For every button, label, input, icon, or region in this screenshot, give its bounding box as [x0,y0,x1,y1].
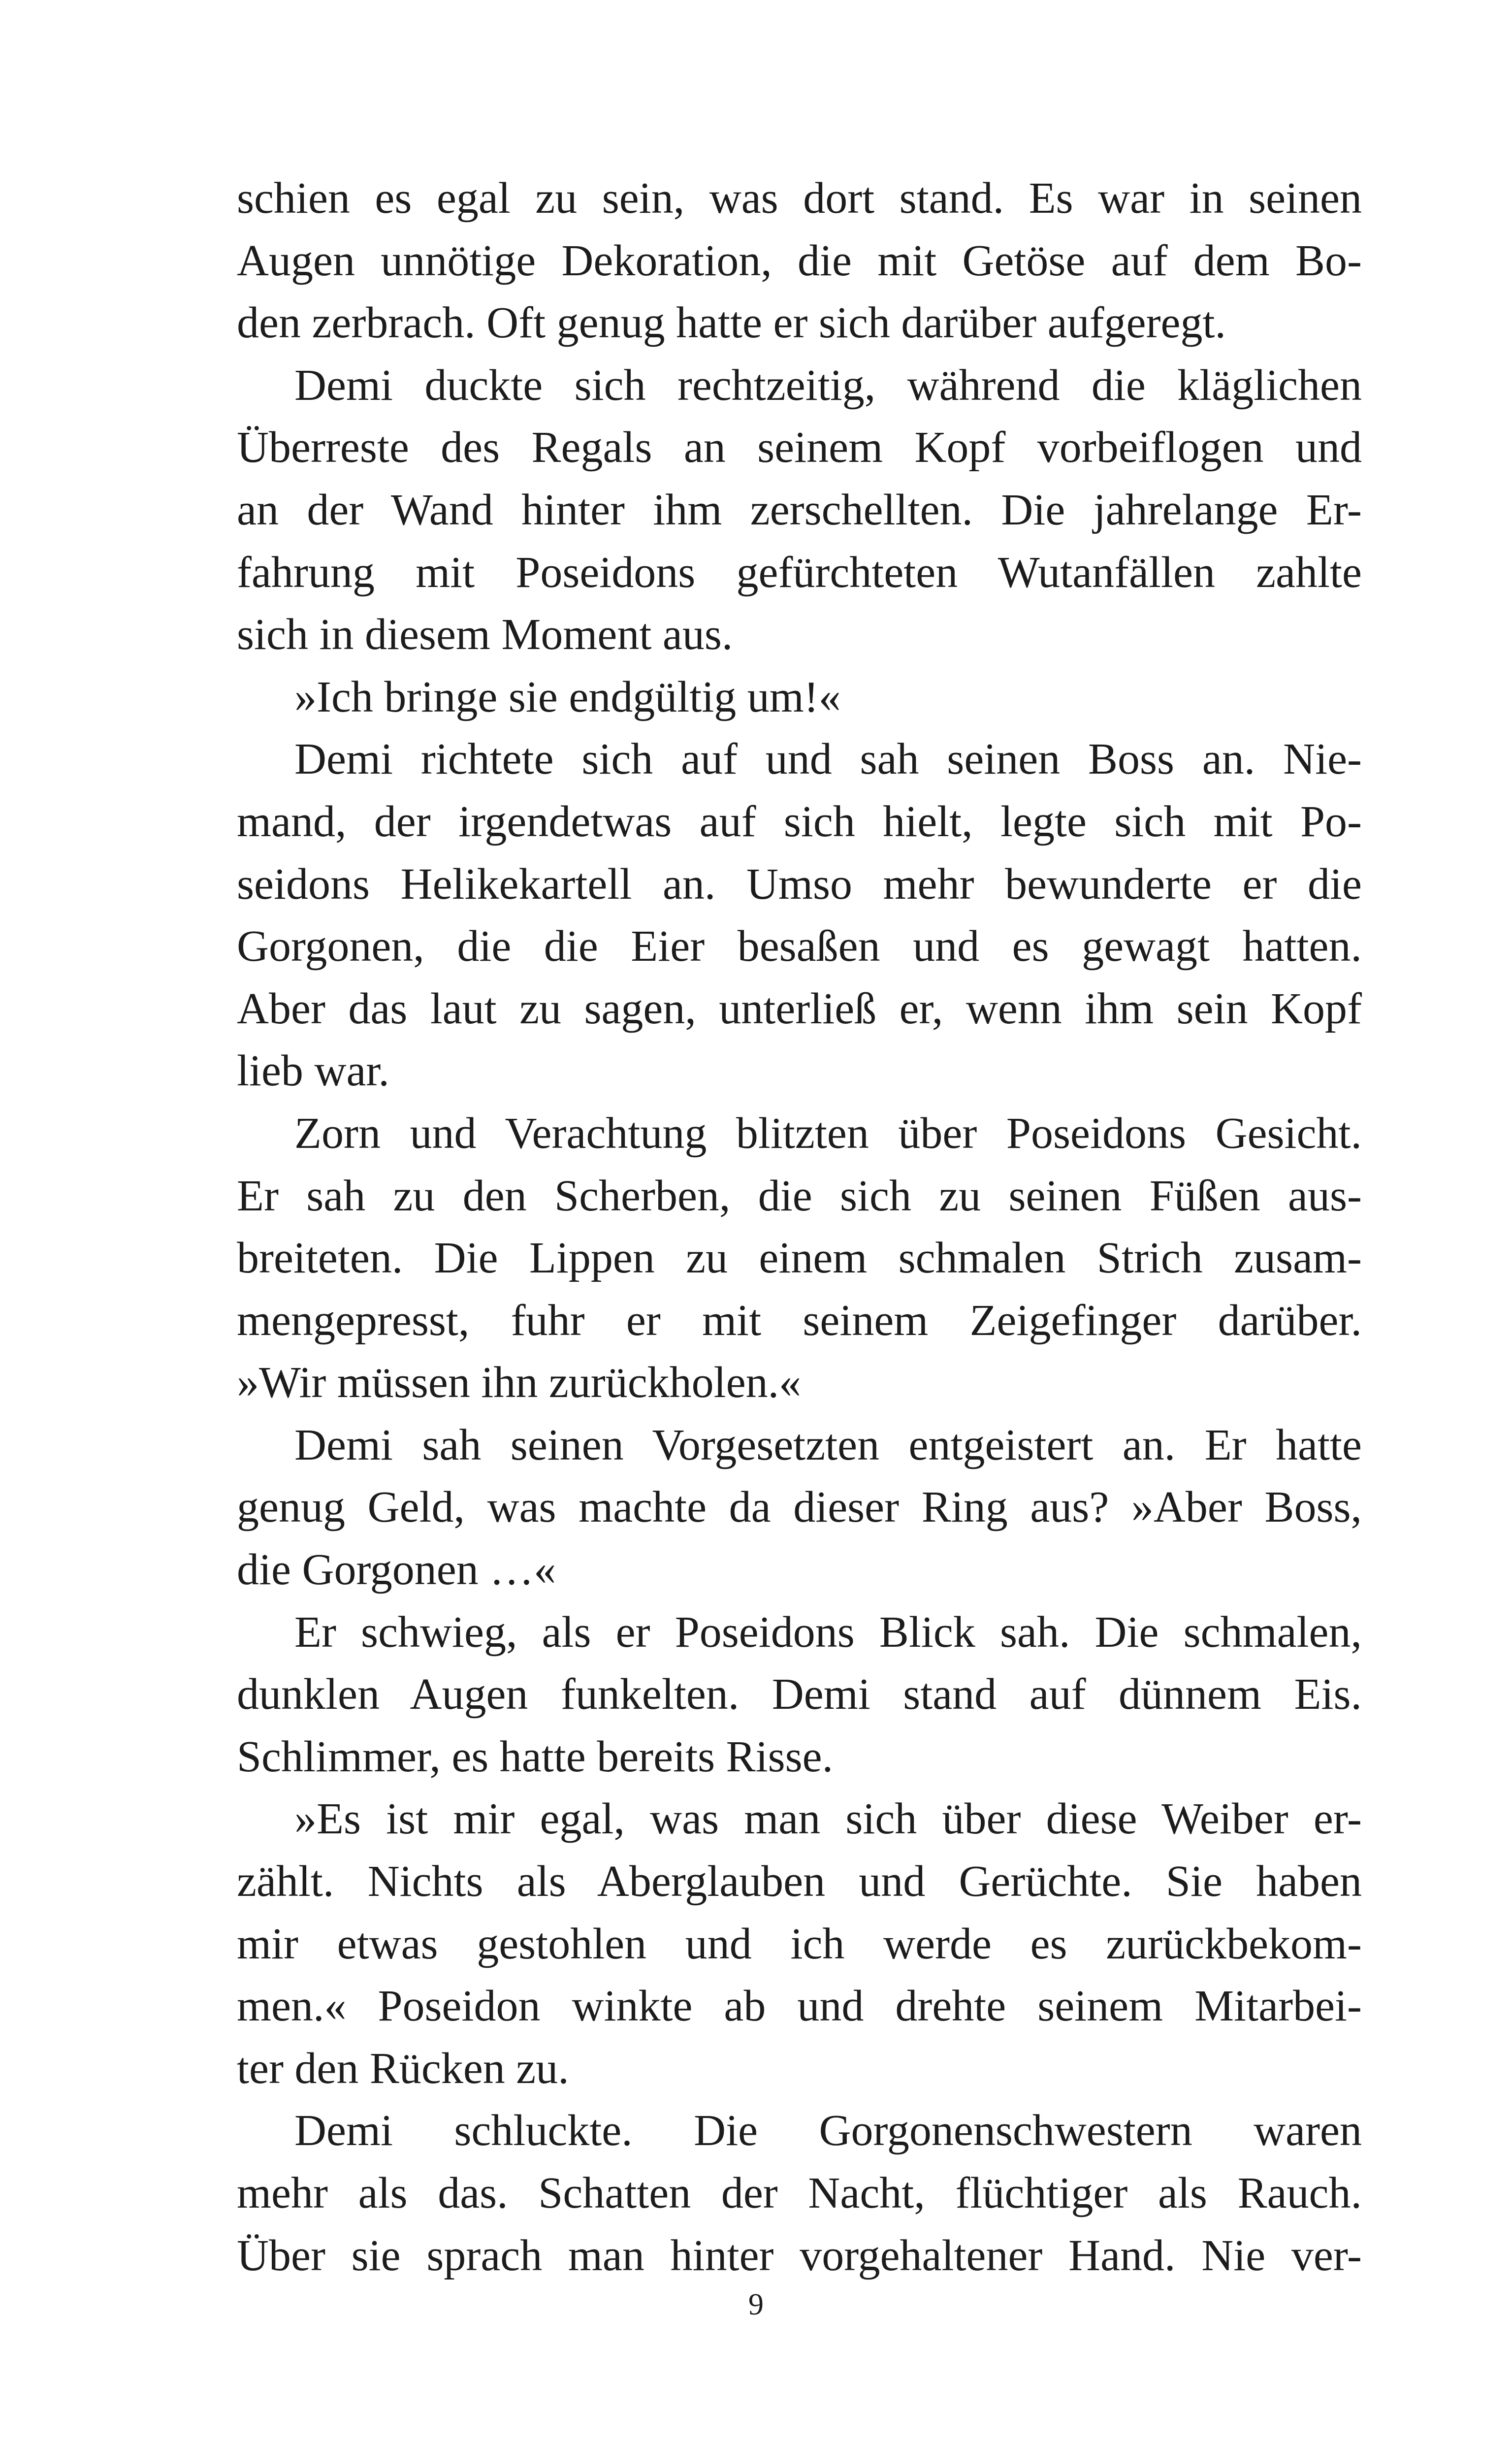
text-line: Aber das laut zu sagen, unterließ er, wenn ihm sein Kopf [237,984,1362,1033]
text-line: Augen unnötige Dekoration, die mit Getöse auf dem Bo- [237,236,1362,285]
text-line: den zerbrach. Oft genug hatte er sich darüber aufgeregt. [237,298,1226,348]
page-number: 9 [748,2288,764,2321]
body-text [237,167,1362,2287]
text-line: Er sah zu den Scherben, die sich zu seinen Füßen aus- [237,1171,1362,1220]
text-line: schien es egal zu sein, was dort stand. Es war in seinen [237,174,1362,223]
text-line: »Wir müssen ihn zurückholen.« [237,1358,802,1407]
text-line: Überreste des Regals an seinem Kopf vorbeiflogen und [237,423,1362,472]
text-line: sich in diesem Moment aus. [237,610,733,659]
text-line: Er schwieg, als er Poseidons Blick sah. Die schmalen, [294,1607,1362,1657]
text-line: mir etwas gestohlen und ich werde es zurückbekom- [237,1919,1362,1968]
text-line: Über sie sprach man hinter vorgehaltener Hand. Nie ver- [237,2231,1362,2280]
text-line: mengepresst, fuhr er mit seinem Zeigefinger darüber. [237,1296,1362,1345]
text-line: genug Geld, was machte da dieser Ring aus? »Aber Boss, [237,1483,1362,1532]
text-line: Demi duckte sich rechtzeitig, während die kläglichen [294,360,1362,410]
text-line: »Ich bringe sie endgültig um!« [294,672,841,721]
text-line: Schlimmer, es hatte bereits Risse. [237,1732,834,1781]
text-line: breiteten. Die Lippen zu einem schmalen Strich zusam- [237,1234,1362,1283]
text-line: zählt. Nichts als Aberglauben und Gerüchte. Sie haben [237,1857,1362,1906]
text-line: die Gorgonen …« [237,1545,556,1595]
text-line: Demi schluckte. Die Gorgonenschwestern waren [294,2106,1362,2155]
text-line: fahrung mit Poseidons gefürchteten Wutanfällen zahlte [237,548,1362,597]
text-line: lieb war. [237,1046,389,1096]
text-line: seidons Helikekartell an. Umso mehr bewunderte er die [237,859,1362,909]
text-line: Gorgonen, die die Eier besaßen und es gewagt hatten. [237,922,1362,971]
text-line: an der Wand hinter ihm zerschellten. Die jahrelange Er- [237,485,1362,534]
text-line: Demi richtete sich auf und sah seinen Boss an. Nie- [294,735,1362,784]
text-line: Demi sah seinen Vorgesetzten entgeistert an. Er hatte [294,1420,1362,1469]
text-line: mand, der irgendetwas auf sich hielt, legte sich mit Po- [237,797,1362,846]
text-line: ter den Rücken zu. [237,2044,569,2093]
text-line: Zorn und Verachtung blitzten über Poseidons Gesicht. [294,1108,1362,1158]
text-line: dunklen Augen funkelten. Demi stand auf dünnem Eis. [237,1670,1362,1719]
text-line: mehr als das. Schatten der Nacht, flüchtiger als Rauch. [237,2169,1362,2217]
text-line: men.« Poseidon winkte ab und drehte seinem Mitarbei- [237,1982,1362,2031]
text-line: »Es ist mir egal, was man sich über diese Weiber er- [294,1794,1362,1844]
